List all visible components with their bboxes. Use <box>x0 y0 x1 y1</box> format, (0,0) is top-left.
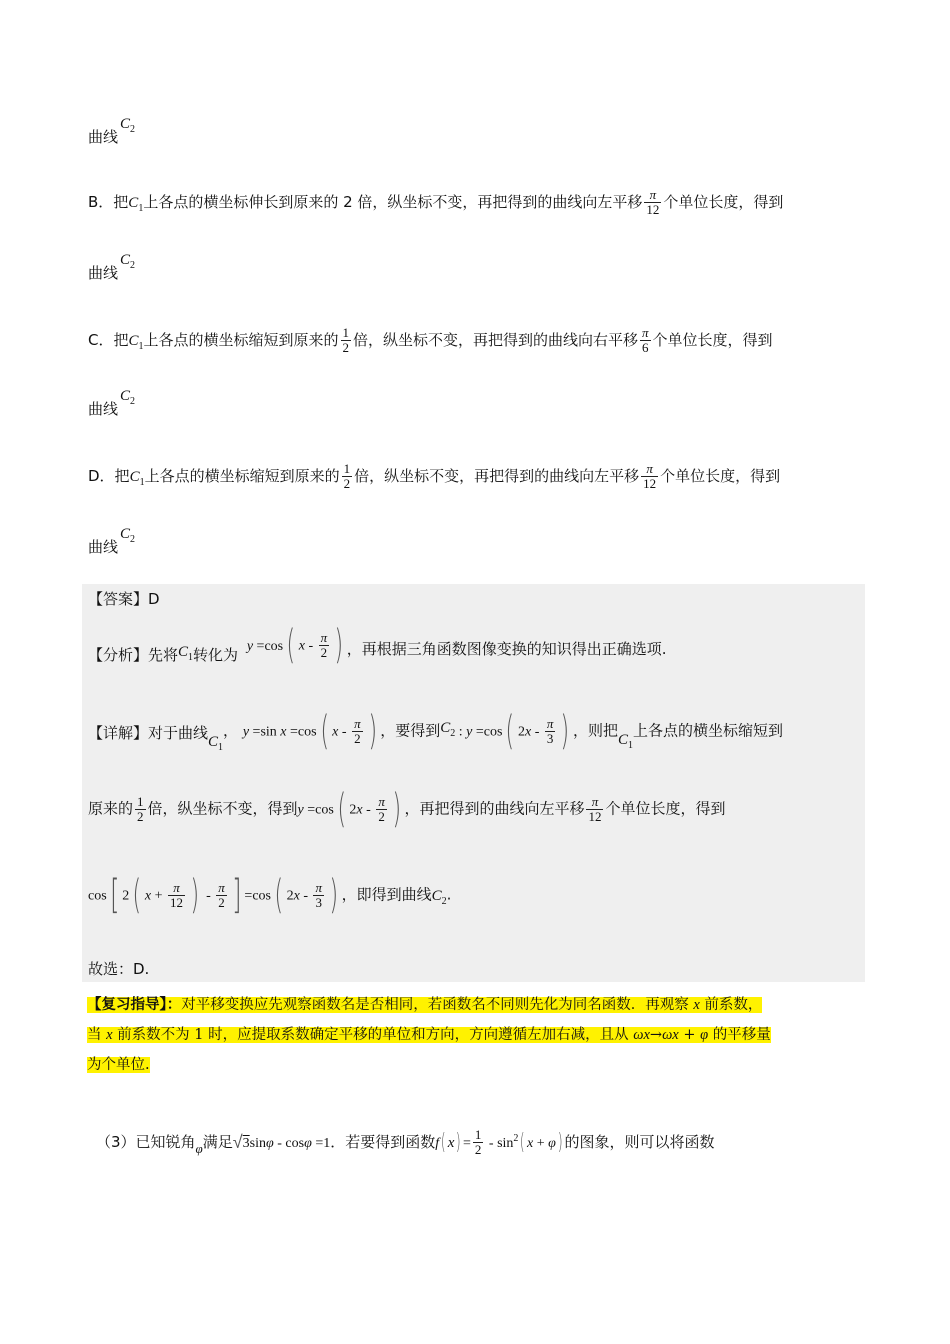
option-b-tail: 曲线$C_2$ <box>88 252 136 282</box>
problem-3: （3）已知锐角φ满足√3sinφ - cosφ =1．若要得到函数f( x) = $\frac{1}{2}$ - $\sin^2$( x + φ) 的图象，则可以将函数 <box>96 1127 715 1157</box>
detail-line-3: cos[ 2( x + $\frac{\pi}{12}$ ) - $\frac{\pi}{2}$ ] =cos( 2x - $\frac{\pi}{3}$ ) ，即得到曲线$C_2$. <box>88 872 452 918</box>
fraction-one-half: $\frac{1}{2}$ <box>342 325 350 355</box>
option-a-tail: 曲线$C_2$ <box>88 116 136 146</box>
fraction-pi-12: $\frac{\pi}{12}$ <box>643 461 657 491</box>
fraction-pi-6: $\frac{\pi}{6}$ <box>642 325 649 355</box>
fraction-pi-12: $\frac{\pi}{12}$ <box>646 187 660 217</box>
option-d: D．把$C_1$上各点的横坐标缩短到原来的 $\frac{1}{2}$ 倍，纵坐标不变，再把得到的曲线向左平移 $\frac{\pi}{12}$ 个单位长度，得到 <box>88 461 781 491</box>
review-guide: 【复习指导】：对平移变换应先观察函数名是否相同，若函数名不同则先化为同名函数．再观察 x 前系数， 当 x 前系数不为 1 时，应提取系数确定平移的单位和方向，方向遵循左加右减，且从 ωx→ωx + φ 的平移量 为个单位. <box>87 996 771 1073</box>
fraction-one-half: $\frac{1}{2}$ <box>343 461 351 491</box>
answer-line: 【答案】D <box>88 590 160 608</box>
choice-line: 故选：D. <box>88 960 150 978</box>
option-c-tail: 曲线$C_2$ <box>88 388 136 418</box>
detail-line-1: 【详解】对于曲线$C_1$， y =sin x =cos( x - $\frac{\pi}{2}$ ) ，要得到$C_2$ : y =cos( 2x - $\frac{\pi}{3}$ ) ，则把$C_1$上各点的横坐标缩短到 <box>88 708 784 754</box>
option-c: C．把$C_1$上各点的横坐标缩短到原来的 $\frac{1}{2}$ 倍，纵坐标不变，再把得到的曲线向右平移 $\frac{\pi}{6}$ 个单位长度，得到 <box>88 325 773 355</box>
detail-line-2: 原来的 $\frac{1}{2}$ 倍，纵坐标不变，得到y =cos( 2x - $\frac{\pi}{2}$ ) ，再把得到的曲线向左平移 $\frac{\pi}{12}$ 个单位长度，得到 <box>88 786 726 832</box>
analysis-line: 【分析】先将$C_1$转化为 y =cos( x - $\frac{\pi}{2}$ ) ，再根据三角函数图像变换的知识得出正确选项. <box>88 622 667 668</box>
option-b: B．把$C_1$上各点的横坐标伸长到原来的 2 倍，纵坐标不变，再把得到的曲线向左平移 $\frac{\pi}{12}$ 个单位长度，得到 <box>88 187 784 217</box>
option-d-tail: 曲线$C_2$ <box>88 526 136 556</box>
